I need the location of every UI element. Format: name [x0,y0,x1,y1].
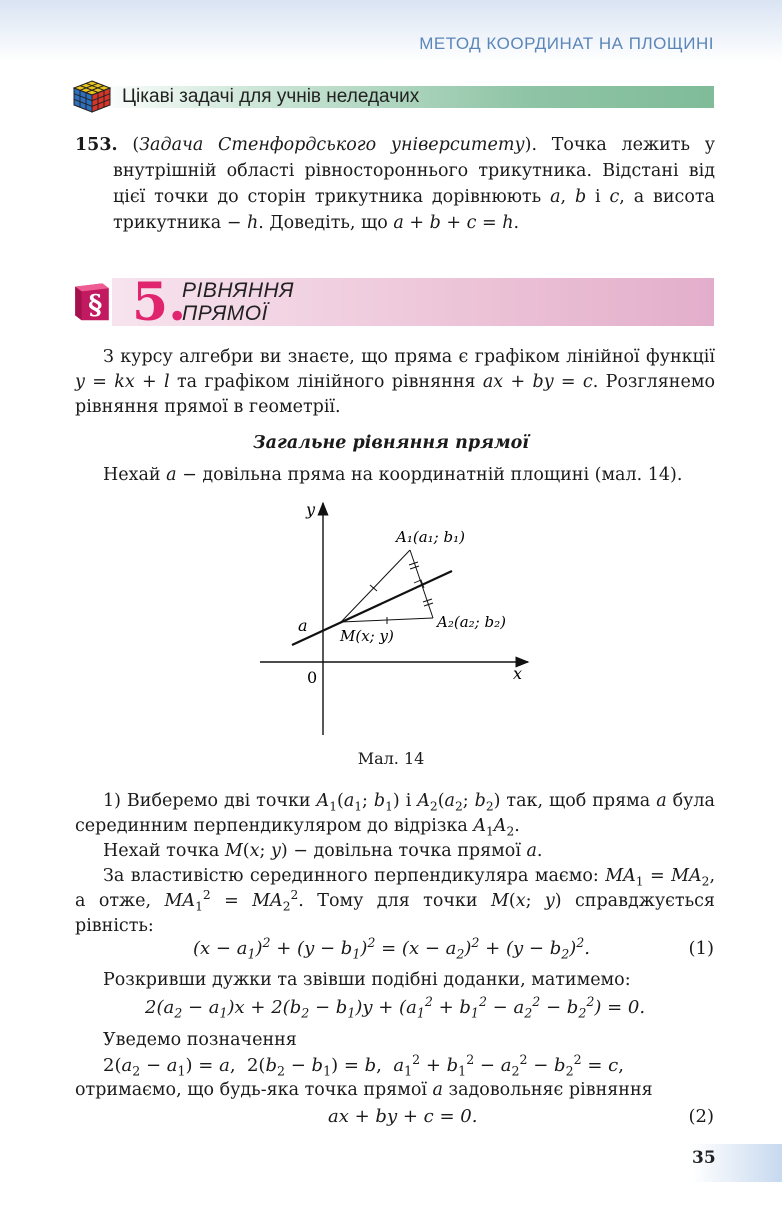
notation-formula: $2(a_2 - a_1) = a$, $2(b_2 - b_1) = b$, $a_1^2 + b_1^2 - a_2^2 - b_2^2 = c$, [103,1052,624,1079]
tick-marks [370,562,433,624]
equation-1: $(x - a_1)^2 + (y - b_1)^2 = (x - a_2)^2 + (y - b_2)^2$. [193,935,591,962]
expand-text: Розкривши дужки та звівши подібні доданки, матимемо: [103,970,631,990]
running-head: МЕТОД КООРДИНАТ НА ПЛОЩИНІ [419,34,714,53]
problem-text: (Задача Стенфордського університету). Точка лежить у внутрішній області рівностороннього трикутника. Відстані від цієї точки до сторін трикутника дорівнюють a, b і c, а висота трикутника − h. Доведіть, що a + b + c = h. [113,135,716,233]
page-number: 35 [692,1148,716,1168]
segment-m-a1 [341,550,410,622]
line-a-paragraph [75,463,715,488]
figure-14 [250,495,540,740]
problem-number: 153. [75,135,118,155]
line-a-label: a [298,616,308,635]
line-a-text: Нехай a − довільна пряма на координатній площині (мал. 14). [103,465,683,485]
origin-label: 0 [307,668,318,687]
figure-caption: Мал. 14 [357,749,425,768]
equation-2-number: (2) [688,1106,714,1127]
x-axis-label: x [513,664,523,683]
section-title-line1: РІВНЯННЯ [182,279,294,302]
teaser-title: Цікаві задачі для учнів неледачих [122,86,420,107]
expand-paragraph [75,968,715,993]
notation-text: Уведемо позначення [103,1030,297,1050]
segment-a1-a2 [410,550,433,618]
subheading: Загальне рівняння прямої [253,433,529,453]
step1-text: 1) Виберемо дві точки $A_1(a_1$; $b_1$) і $A_2(a_2$; $b_2$) так, щоб пряма a була серединним перпендикуляром до відрізка $A_1A_2$. [75,791,715,839]
proof-block [75,789,715,939]
point-a2-label: A₂(a₂; b₂) [437,613,506,631]
conclusion-text: отримаємо, що будь-яка точка прямої a задовольняє рівняння [75,1080,653,1100]
section-title [182,279,294,325]
rubiks-cube-icon [72,79,112,113]
intro-text: З курсу алгебри ви знаєте, що пряма є графіком лінійної функції y = kx + l та графіком лінійного рівняння ax + by = c. Розглянемо рівняння прямої в геометрії. [75,347,715,417]
section-number: 5. [132,272,187,333]
let-m-text: Нехай точка M(x; y) − довільна точка прямої a. [103,841,543,861]
section-heading [72,272,714,333]
notation-paragraph [75,1028,715,1103]
problem-153 [75,132,715,236]
point-m-label: M(x; y) [340,627,394,645]
equation-expanded: $2(a_2 - a_1)x + 2(b_2 - b_1)y + (a_1^2 + b_1^2 - a_2^2 - b_2^2) = 0$. [145,994,646,1021]
property-text: За властивістю серединного перпендикуляра маємо: $MA_1 = MA_2$, а отже, $MA_1^2 = MA_2^2$. Тому для точки M(x; y) справджується рівність: [75,866,716,936]
point-a1-label: A₁(a₁; b₁) [396,528,465,546]
teaser-heading [72,79,714,109]
section-title-line2: ПРЯМОЇ [182,302,268,325]
section-symbol: § [88,288,103,321]
equation-1-number: (1) [688,938,714,959]
equation-2: ax + by + c = 0. [328,1106,478,1127]
intro-paragraph [75,345,715,420]
y-axis-label: y [306,500,316,519]
section-symbol-block [72,276,112,326]
